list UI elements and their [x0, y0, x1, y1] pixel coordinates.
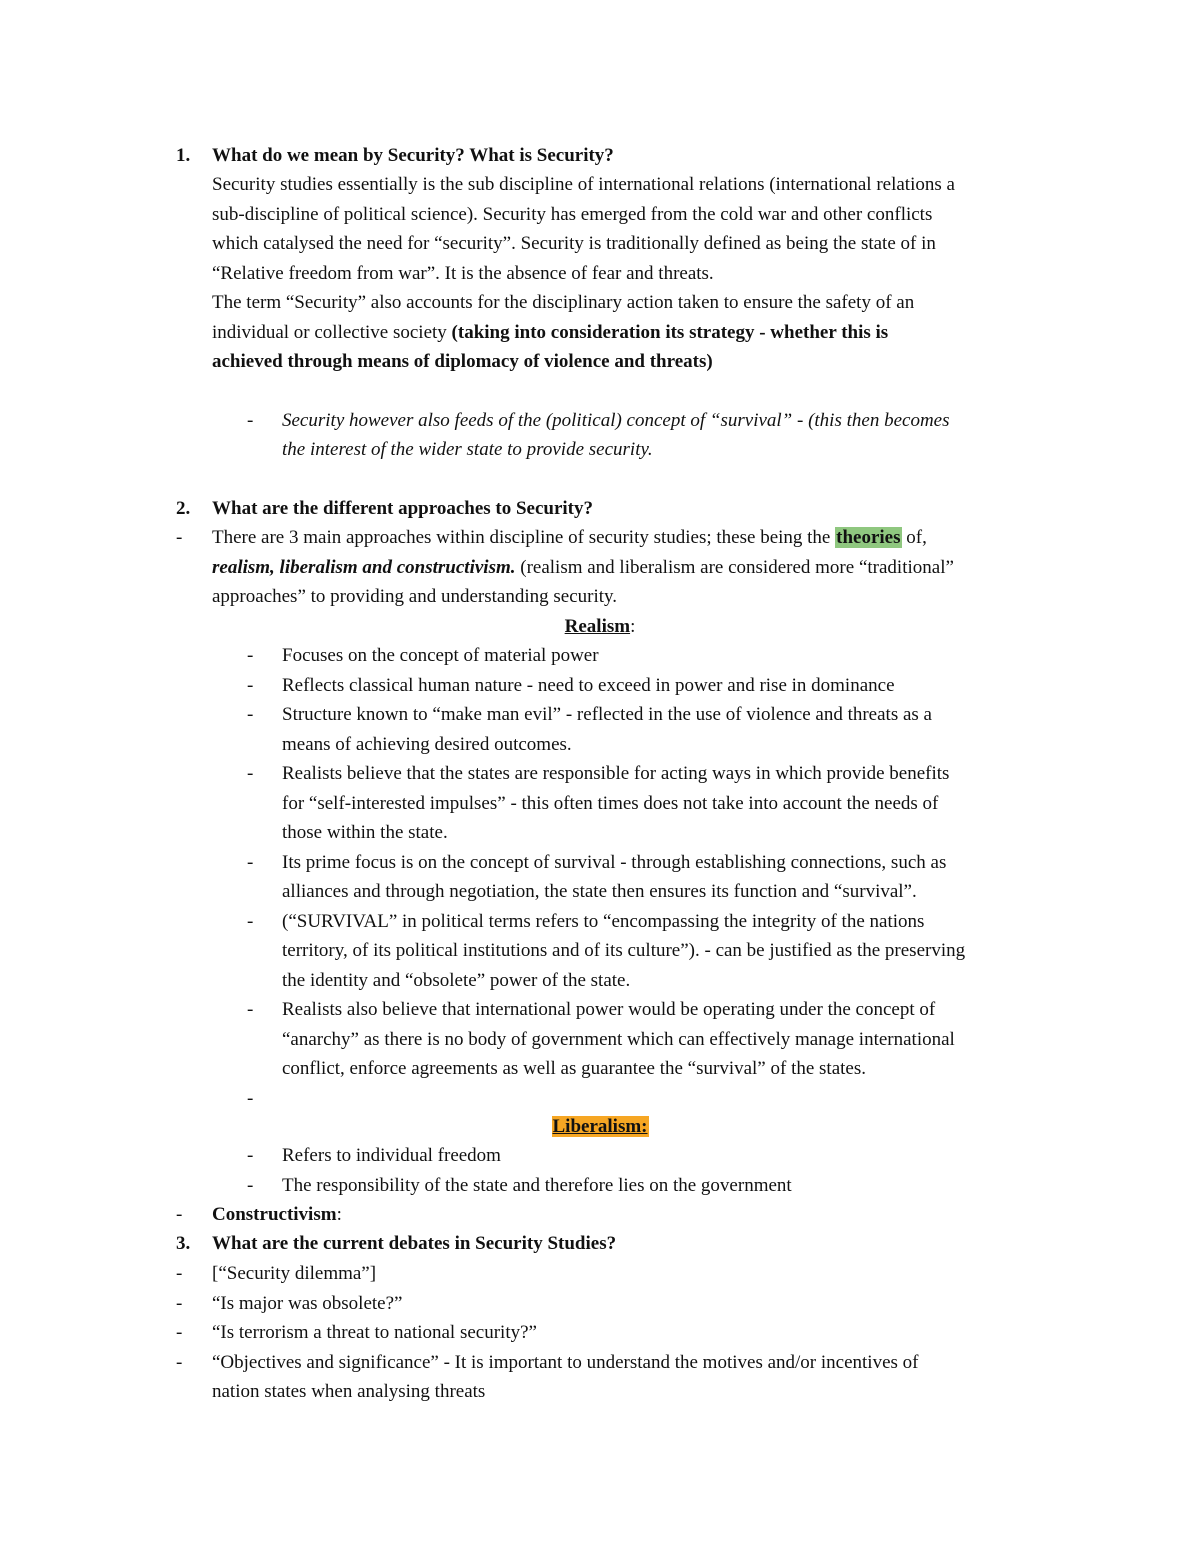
q1-line-4: “Relative freedom from war”. It is the absence of fear and threats.: [212, 263, 714, 284]
liberalism-dash: -: [247, 1175, 254, 1196]
q3-dash: -: [176, 1322, 183, 1343]
q1-line-3: which catalysed the need for “security”. Security is traditionally defined as being the state of in: [212, 233, 936, 254]
q3-number: 3.: [176, 1233, 191, 1254]
realism-item-line: means of achieving desired outcomes.: [282, 734, 572, 755]
q1-italic-dash: -: [247, 410, 254, 431]
realism-item-line: Focuses on the concept of material power: [282, 645, 599, 666]
realism-dash: -: [247, 852, 254, 873]
q1-italic-line-1: Security however also feeds of the (political) concept of “survival” - (this then becomes: [282, 410, 950, 431]
constructivism-text: Constructivism: [212, 1204, 337, 1225]
realism-item-line: conflict, enforce agreements as well as guarantee the “survival” of the states.: [282, 1058, 866, 1079]
constructivism-colon: :: [336, 1204, 342, 1225]
liberalism-item: Refers to individual freedom: [282, 1145, 501, 1166]
q3-item-line: nation states when analysing threats: [212, 1381, 486, 1402]
q3-dash: -: [176, 1263, 183, 1284]
q3-item-line: “Objectives and significance” - It is important to understand the motives and/or incentives of: [212, 1352, 919, 1373]
q2-intro-line-2: [212, 556, 954, 580]
q1-line-2: sub-discipline of political science). Security has emerged from the cold war and other conflicts: [212, 204, 933, 225]
q2-number: 2.: [176, 498, 191, 519]
realism-item-line: alliances and through negotiation, the state then ensures its function and “survival”.: [282, 881, 917, 902]
realism-dash: -: [247, 1088, 254, 1109]
realism-heading-colon: :: [630, 616, 636, 637]
q1-line-5: The term “Security” also accounts for the disciplinary action taken to ensure the safety of an: [212, 292, 915, 313]
q1-line-6-bold: (taking into consideration its strategy - whether this is: [451, 322, 889, 343]
q3-item-line: “Is major was obsolete?”: [212, 1293, 403, 1314]
realism-heading-text: Realism: [564, 616, 631, 637]
q1-number: 1.: [176, 145, 191, 166]
realism-dash: -: [247, 645, 254, 666]
realism-dash: -: [247, 763, 254, 784]
realism-item-line: Structure known to “make man evil” - reflected in the use of violence and threats as a: [282, 704, 932, 725]
theories-list: realism, liberalism and constructivism.: [212, 557, 516, 578]
realism-item-line: for “self-interested impulses” - this often times does not take into account the needs of: [282, 793, 939, 814]
q3-dash: -: [176, 1293, 183, 1314]
realism-item-line: “anarchy” as there is no body of government which can effectively manage international: [282, 1029, 955, 1050]
liberalism-heading: [0, 1115, 1200, 1139]
realism-dash: -: [247, 999, 254, 1020]
q3-dash: -: [176, 1352, 183, 1373]
realism-dash: -: [247, 911, 254, 932]
theories-highlight: theories: [836, 527, 901, 548]
realism-item-line: (“SURVIVAL” in political terms refers to “encompassing the integrity of the nations: [282, 911, 925, 932]
q1-line-1: Security studies essentially is the sub discipline of international relations (international relations a: [212, 174, 955, 195]
constructivism-label: [212, 1203, 342, 1227]
q2-intro-post: of,: [901, 527, 927, 548]
realism-item-line: the identity and “obsolete” power of the state.: [282, 970, 631, 991]
q2-intro-line-2-post: (realism and liberalism are considered more “traditional”: [515, 557, 954, 578]
q2-title: What are the different approaches to Security?: [212, 498, 594, 519]
q2-intro-dash: -: [176, 527, 183, 548]
q2-intro-line-3: approaches” to providing and understanding security.: [212, 586, 618, 607]
liberalism-heading-text: Liberalism:: [552, 1116, 648, 1137]
realism-item-line: Realists also believe that international power would be operating under the concept of: [282, 999, 936, 1020]
liberalism-item: The responsibility of the state and therefore lies on the government: [282, 1175, 792, 1196]
q1-title: What do we mean by Security? What is Security?: [212, 145, 614, 166]
q1-italic-line-2: the interest of the wider state to provide security.: [282, 439, 653, 460]
realism-item-line: Realists believe that the states are responsible for acting ways in which provide benefits: [282, 763, 950, 784]
q1-line-6: [212, 321, 888, 345]
q3-item-line: [“Security dilemma”]: [212, 1263, 377, 1284]
realism-item-line: territory, of its political institutions and of its culture”). - can be justified as the preserving: [282, 940, 966, 961]
q1-line-6-plain: individual or collective society: [212, 322, 452, 343]
realism-item-line: Its prime focus is on the concept of survival - through establishing connections, such as: [282, 852, 947, 873]
q3-item-line: “Is terrorism a threat to national security?”: [212, 1322, 537, 1343]
q2-intro-pre: There are 3 main approaches within discipline of security studies; these being the: [212, 527, 836, 548]
realism-heading: [0, 615, 1200, 639]
q3-title: What are the current debates in Security Studies?: [212, 1233, 617, 1254]
constructivism-dash: -: [176, 1204, 183, 1225]
realism-dash: -: [247, 704, 254, 725]
realism-dash: -: [247, 675, 254, 696]
q1-line-7: achieved through means of diplomacy of violence and threats): [212, 351, 713, 372]
realism-item-line: Reflects classical human nature - need to exceed in power and rise in dominance: [282, 675, 895, 696]
realism-item-line: those within the state.: [282, 822, 448, 843]
q2-intro-line-1: [212, 526, 927, 550]
liberalism-dash: -: [247, 1145, 254, 1166]
